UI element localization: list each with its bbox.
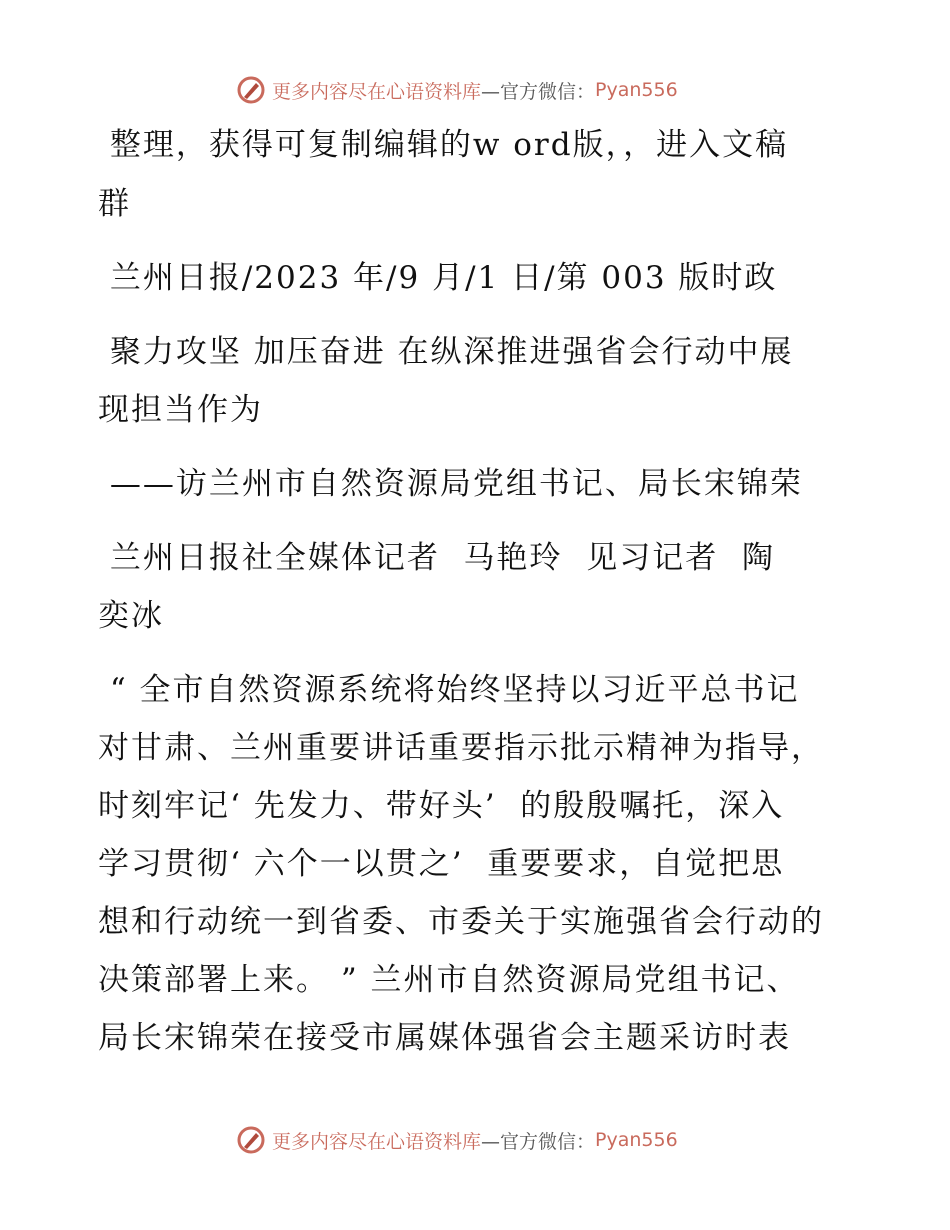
text-line: 想和行动统一到省委、市委关于实施强省会行动的 [98,904,824,940]
footer-watermark [236,1122,678,1158]
text-line: 兰州日报/2023 年/9 月/1 日/第 003 版时政 [98,260,778,296]
watermark-wechat: Pyan556 [595,1129,678,1151]
header-watermark [236,72,678,108]
watermark-site: 更多内容尽在心语资料库 [272,80,482,103]
text-line: 群 [98,186,131,222]
watermark-site: 更多内容尽在心语资料库 [272,1130,482,1153]
text-line: 兰州日报社全媒体记者 马艳玲 见习记者 陶 [98,540,775,576]
text-line: 整理，获得可复制编辑的w ord版，，进入文稿 [98,127,789,163]
watermark-sep: —官方微信： [481,1130,596,1153]
text-line: 对甘肃、兰州重要讲话重要指示批示精神为指导， [98,730,824,766]
pen-logo-icon [236,75,266,105]
text-line: 现担当作为 [98,392,263,428]
text-line: 聚力攻坚 加压奋进 在纵深推进强省会行动中展 [98,334,794,370]
text-line: 决策部署上来。 ” 兰州市自然资源局党组书记、 [98,962,800,998]
text-line: 学习贯彻‘ 六个一以贯之’ 重要要求，自觉把思 [98,846,785,882]
text-line: 局长宋锦荣在接受市属媒体强省会主题采访时表 [98,1020,791,1056]
text-line: “ 全市自然资源系统将始终坚持以习近平总书记 [98,672,800,708]
text-line: 时刻牢记‘ 先发力、带好头’ 的殷殷嘱托，深入 [98,788,785,824]
text-line: 奕冰 [98,598,164,634]
watermark-wechat: Pyan556 [595,79,678,101]
watermark-sep: —官方微信： [481,80,596,103]
text-line: ——访兰州市自然资源局党组书记、局长宋锦荣 [98,466,803,502]
pen-logo-icon [236,1125,266,1155]
